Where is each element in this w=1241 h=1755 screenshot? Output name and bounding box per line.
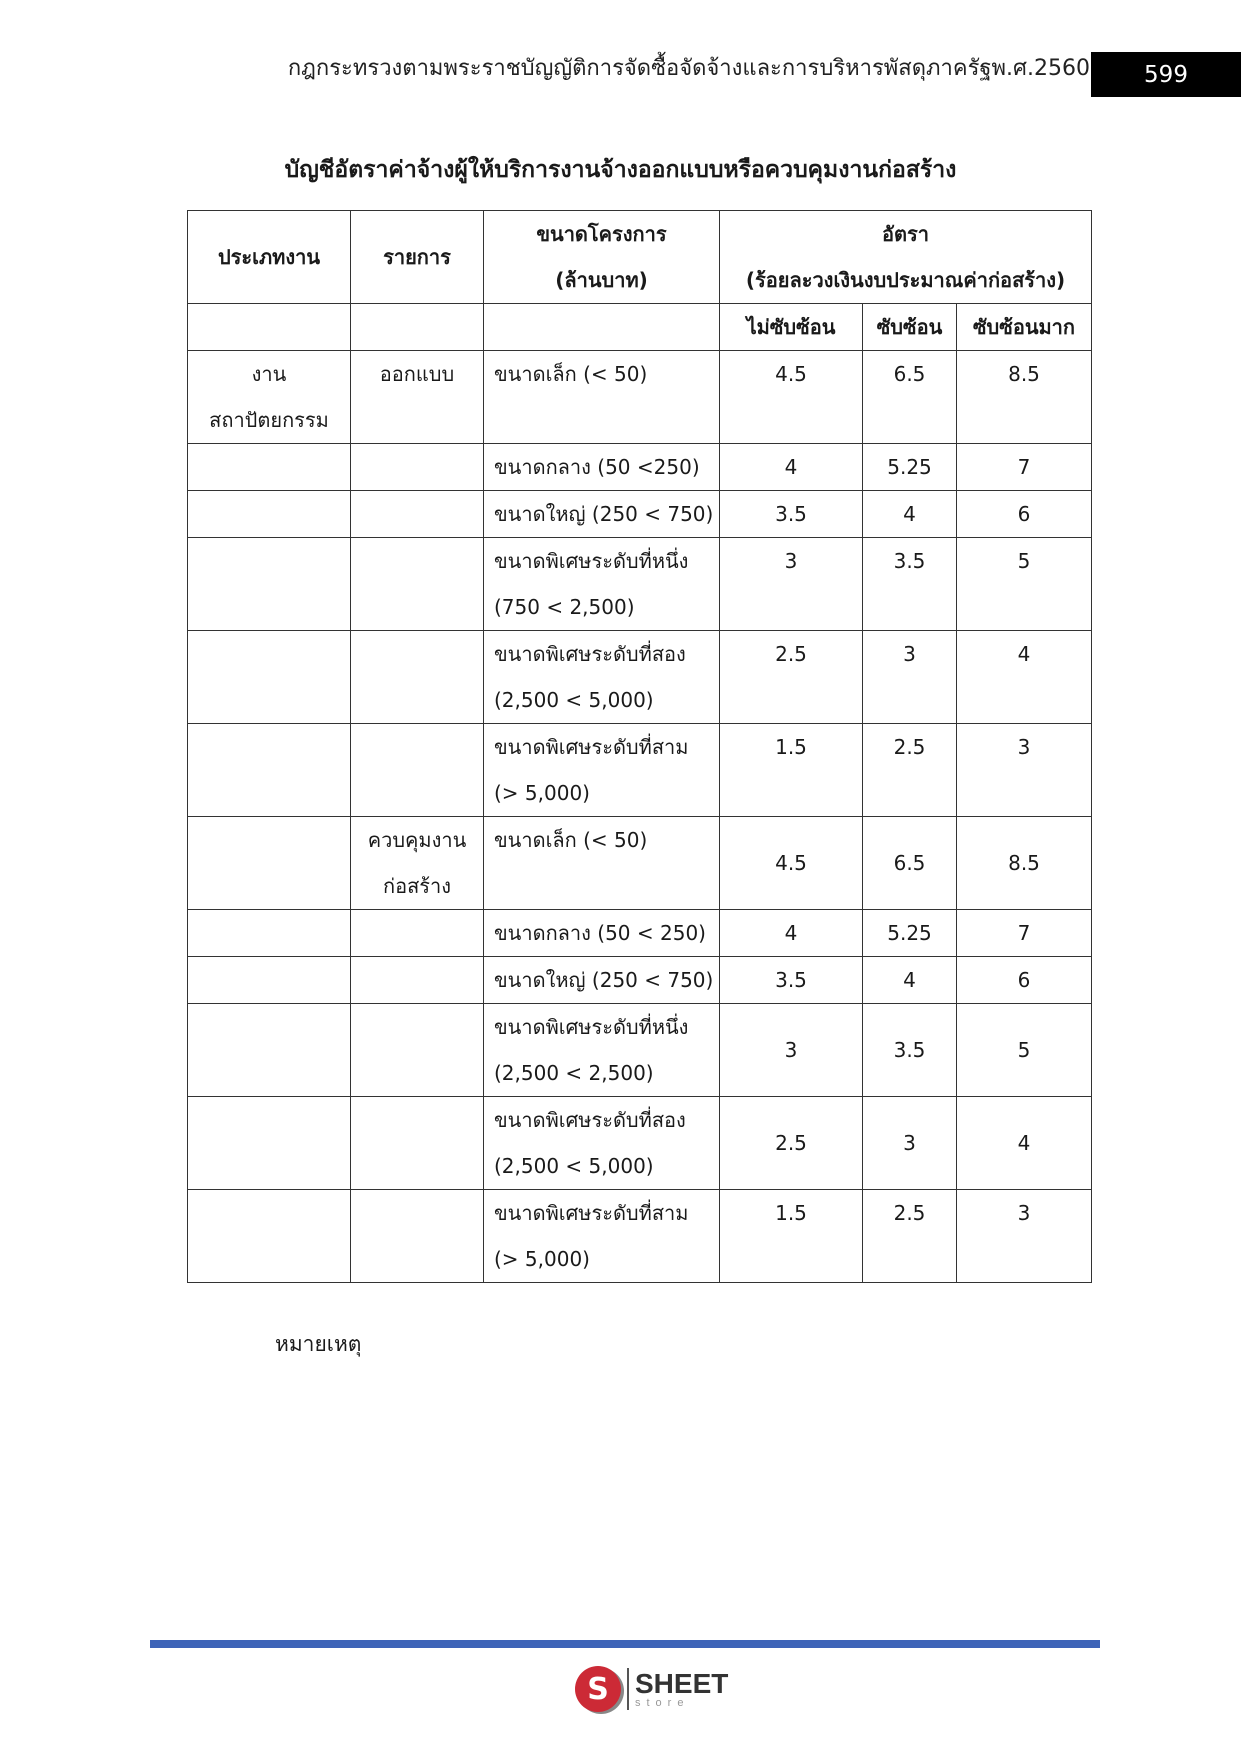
table-row (188, 1004, 1092, 1097)
item-cell (351, 1097, 484, 1190)
footer-bar (150, 1640, 1100, 1648)
rate-not-complex-cell-text: 3.5 (775, 968, 807, 992)
rate-very-complex-cell-text: 6 (1017, 968, 1031, 992)
note-label: หมายเหตุ (275, 1332, 362, 1356)
item-cell (351, 1004, 484, 1097)
rate-very-complex-cell-text: 4 (1017, 1131, 1031, 1155)
rate-complex-cell-text: 4 (903, 968, 916, 992)
rate-complex-cell-text: 6.5 (893, 362, 926, 386)
rate-not-complex-cell-text: 3 (784, 1038, 798, 1062)
project-size-cell-text: (> 5,000) (494, 1247, 590, 1271)
work-type-cell (188, 538, 351, 631)
work-type-cell (188, 631, 351, 724)
logo-s-icon: S (575, 1666, 621, 1712)
rate-very-complex-cell-text: 6 (1017, 502, 1031, 526)
rate-very-complex-cell (957, 1190, 1092, 1283)
table-row (188, 957, 1092, 1004)
project-size-cell (484, 538, 720, 631)
rate-not-complex-cell-text: 4 (784, 455, 798, 479)
rate-very-complex-cell-text: 3 (1017, 1201, 1031, 1225)
rate-not-complex-cell-text: 4.5 (775, 851, 807, 875)
logo-wordmark (635, 1667, 729, 1709)
table-row (188, 910, 1092, 957)
rate-very-complex-cell-text: 5 (1017, 549, 1031, 573)
project-size-cell-text: ขนาดกลาง (50 < 250) (494, 921, 706, 945)
rate-very-complex-cell (957, 724, 1092, 817)
rate-very-complex-cell-text: 5 (1017, 1038, 1031, 1062)
logo-sub-text: store (635, 1696, 690, 1709)
table-row (188, 444, 1092, 491)
project-size-cell (484, 351, 720, 444)
rate-complex-cell (863, 724, 957, 817)
rate-very-complex-cell (957, 538, 1092, 631)
subheader-empty (484, 304, 720, 351)
item-cell (351, 491, 484, 538)
rate-very-complex-cell-text: 8.5 (1008, 362, 1040, 386)
rate-very-complex-cell (957, 631, 1092, 724)
header-work-type: ประเภทงาน (188, 211, 351, 304)
table-header-row (188, 211, 1092, 304)
rate-not-complex-cell (720, 1190, 863, 1283)
rate-table (187, 210, 1092, 1283)
rate-not-complex-cell (720, 910, 863, 957)
work-type-cell (188, 444, 351, 491)
rate-very-complex-cell-text: 3 (1017, 735, 1031, 759)
rate-very-complex-cell-text: 8.5 (1008, 851, 1040, 875)
rate-not-complex-cell (720, 351, 863, 444)
rate-complex-cell-text: 5.25 (887, 455, 932, 479)
rate-not-complex-cell-text: 2.5 (775, 1131, 807, 1155)
work-type-cell (188, 817, 351, 910)
item-cell (351, 631, 484, 724)
rate-very-complex-cell (957, 1097, 1092, 1190)
rate-complex-cell (863, 1190, 957, 1283)
work-type-cell (188, 910, 351, 957)
rate-not-complex-cell-text: 4 (784, 921, 798, 945)
project-size-cell (484, 491, 720, 538)
page-number: 599 (1091, 52, 1241, 97)
rate-not-complex-cell-text: 4.5 (775, 362, 807, 386)
item-cell (351, 910, 484, 957)
rate-complex-cell-text: 5.25 (887, 921, 932, 945)
document-title: บัญชีอัตราค่าจ้างผู้ให้บริการงานจ้างออกแบบหรือควบคุมงานก่อสร้าง (284, 157, 957, 183)
header-very-complex: ซับซ้อนมาก (957, 304, 1092, 351)
rate-very-complex-cell (957, 817, 1092, 910)
work-type-cell (188, 724, 351, 817)
item-cell (351, 817, 484, 910)
rate-not-complex-cell (720, 444, 863, 491)
rate-not-complex-cell (720, 1004, 863, 1097)
header-item: รายการ (351, 211, 484, 304)
rate-very-complex-cell (957, 957, 1092, 1004)
item-cell (351, 444, 484, 491)
rate-complex-cell (863, 491, 957, 538)
logo-divider (627, 1668, 629, 1710)
table-row (188, 1097, 1092, 1190)
rate-very-complex-cell (957, 1004, 1092, 1097)
rate-complex-cell-text: 3 (903, 1131, 916, 1155)
table-row (188, 351, 1092, 444)
project-size-cell-text: (750 < 2,500) (494, 595, 635, 619)
work-type-cell-text: สถาปัตยกรรม (209, 408, 329, 432)
rate-very-complex-cell-text: 7 (1017, 921, 1031, 945)
table-row (188, 817, 1092, 910)
rate-not-complex-cell-text: 1.5 (775, 735, 807, 759)
rate-very-complex-cell (957, 910, 1092, 957)
rate-not-complex-cell-text: 1.5 (775, 1201, 807, 1225)
rate-very-complex-cell (957, 491, 1092, 538)
header-not-complex: ไม่ซับซ้อน (720, 304, 863, 351)
rate-complex-cell-text: 6.5 (893, 851, 926, 875)
rate-not-complex-cell (720, 724, 863, 817)
header-complex: ซับซ้อน (863, 304, 957, 351)
rate-complex-cell (863, 444, 957, 491)
subheader-empty (351, 304, 484, 351)
rate-complex-cell (863, 538, 957, 631)
rate-complex-cell-text: 3.5 (893, 1038, 926, 1062)
rate-not-complex-cell (720, 491, 863, 538)
rate-complex-cell (863, 910, 957, 957)
project-size-cell-text: ขนาดพิเศษระดับที่สอง (494, 1108, 686, 1132)
table-row (188, 631, 1092, 724)
rate-not-complex-cell-text: 2.5 (775, 642, 807, 666)
rate-not-complex-cell (720, 1097, 863, 1190)
item-cell (351, 351, 484, 444)
rate-complex-cell-text: 4 (903, 502, 916, 526)
project-size-cell (484, 910, 720, 957)
project-size-cell (484, 1097, 720, 1190)
table-row (188, 491, 1092, 538)
project-size-cell-text: ขนาดพิเศษระดับที่หนึ่ง (494, 549, 689, 573)
item-cell (351, 1190, 484, 1283)
rate-complex-cell-text: 3 (903, 642, 916, 666)
logo-main-text: SHEET (635, 1667, 729, 1699)
project-size-cell-text: ขนาดเล็ก (< 50) (494, 828, 648, 852)
project-size-cell-text: ขนาดพิเศษระดับที่สอง (494, 642, 686, 666)
rate-complex-cell-text: 3.5 (893, 549, 926, 573)
project-size-cell-text: (> 5,000) (494, 781, 590, 805)
project-size-cell (484, 444, 720, 491)
project-size-cell-text: (2,500 < 5,000) (494, 1154, 654, 1178)
project-size-cell (484, 724, 720, 817)
rate-very-complex-cell (957, 444, 1092, 491)
project-size-cell-text: ขนาดใหญ่ (250 < 750) (494, 968, 714, 992)
rate-not-complex-cell (720, 957, 863, 1004)
rate-complex-cell-text: 2.5 (893, 1201, 926, 1225)
project-size-cell-text: ขนาดใหญ่ (250 < 750) (494, 502, 714, 526)
table-row (188, 1190, 1092, 1283)
project-size-cell-text: ขนาดเล็ก (< 50) (494, 362, 648, 386)
table-subheader-row (188, 304, 1092, 351)
table-row (188, 538, 1092, 631)
rate-very-complex-cell (957, 351, 1092, 444)
subheader-empty (188, 304, 351, 351)
project-size-cell-text: (2,500 < 5,000) (494, 688, 654, 712)
work-type-cell (188, 351, 351, 444)
project-size-cell-text: ขนาดพิเศษระดับที่สาม (494, 735, 689, 759)
rate-not-complex-cell (720, 817, 863, 910)
rate-not-complex-cell-text: 3 (784, 549, 798, 573)
rate-complex-cell (863, 1097, 957, 1190)
running-header: กฎกระทรวงตามพระราชบัญญัติการจัดซื้อจัดจ้างและการบริหารพัสดุภาครัฐพ.ศ.2560 (287, 56, 1090, 81)
header-rate: อัตรา (ร้อยละวงเงินงบประมาณค่าก่อสร้าง) (720, 211, 1092, 304)
project-size-cell-text: (2,500 < 2,500) (494, 1061, 654, 1085)
rate-very-complex-cell-text: 4 (1017, 642, 1031, 666)
rate-complex-cell-text: 2.5 (893, 735, 926, 759)
rate-very-complex-cell-text: 7 (1017, 455, 1031, 479)
project-size-cell (484, 631, 720, 724)
project-size-cell-text: ขนาดกลาง (50 <250) (494, 455, 700, 479)
project-size-cell-text: ขนาดพิเศษระดับที่หนึ่ง (494, 1015, 689, 1039)
project-size-cell (484, 817, 720, 910)
work-type-cell (188, 957, 351, 1004)
rate-not-complex-cell (720, 538, 863, 631)
item-cell (351, 957, 484, 1004)
rate-not-complex-cell-text: 3.5 (775, 502, 807, 526)
item-cell-text: ควบคุมงาน (367, 828, 467, 852)
work-type-cell (188, 491, 351, 538)
item-cell (351, 724, 484, 817)
work-type-cell (188, 1097, 351, 1190)
project-size-cell (484, 957, 720, 1004)
rate-not-complex-cell (720, 631, 863, 724)
work-type-cell-text: งาน (251, 362, 287, 386)
rate-complex-cell (863, 631, 957, 724)
table-row (188, 724, 1092, 817)
work-type-cell (188, 1190, 351, 1283)
project-size-cell (484, 1004, 720, 1097)
item-cell-text: ออกแบบ (379, 362, 455, 386)
rate-complex-cell (863, 817, 957, 910)
rate-complex-cell (863, 957, 957, 1004)
project-size-cell-text: ขนาดพิเศษระดับที่สาม (494, 1201, 689, 1225)
item-cell-text: ก่อสร้าง (382, 874, 452, 898)
item-cell (351, 538, 484, 631)
rate-complex-cell (863, 351, 957, 444)
project-size-cell (484, 1190, 720, 1283)
rate-complex-cell (863, 1004, 957, 1097)
work-type-cell (188, 1004, 351, 1097)
sheet-store-logo (575, 1663, 728, 1715)
header-project-size: ขนาดโครงการ (ล้านบาท) (484, 211, 720, 304)
